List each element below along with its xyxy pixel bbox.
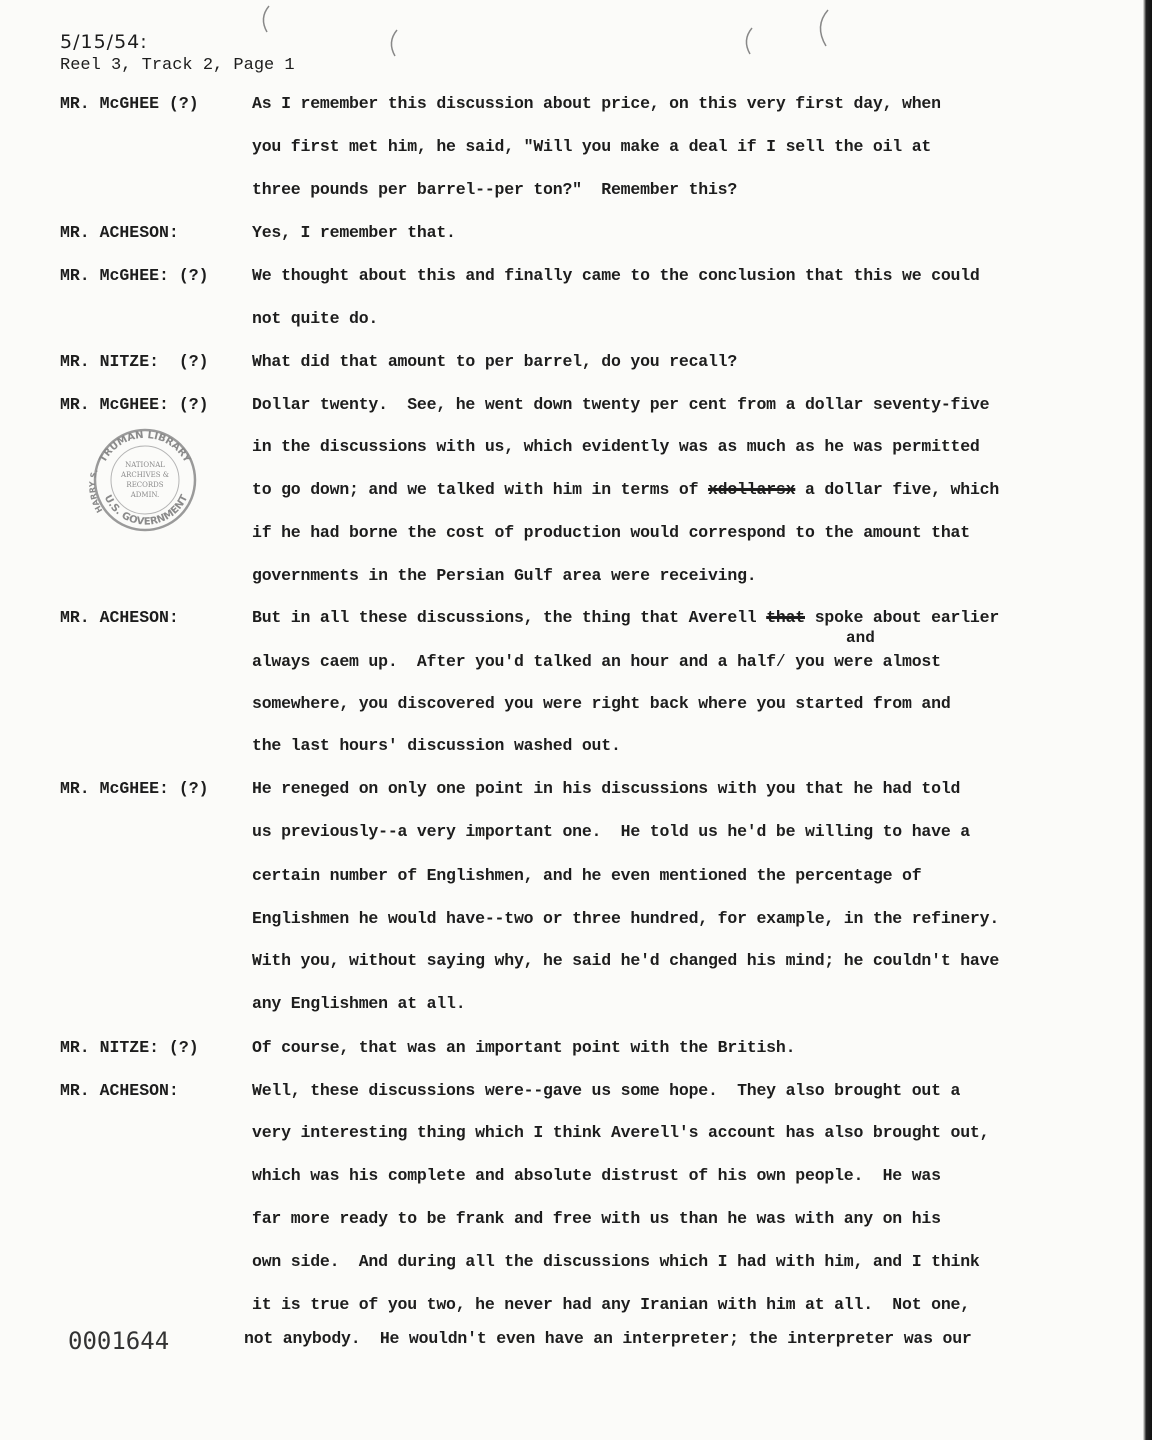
transcript-line: us previously--a very important one. He told us he'd be willing to have a: [252, 822, 970, 841]
transcript-line: in the discussions with us, which evidently was as much as he was permitted: [252, 437, 980, 456]
speaker-label: MR. NITZE: (?): [60, 1038, 199, 1057]
transcript-line: What did that amount to per barrel, do you recall?: [252, 352, 738, 371]
transcript-line: As I remember this discussion about price, on this very first day, when: [252, 94, 941, 113]
transcript-line: With you, without saying why, he said he'd changed his mind; he couldn't have: [252, 951, 1000, 970]
transcript-line: if he had borne the cost of production would correspond to the amount that: [252, 523, 970, 542]
transcript-date: 5/15/54:: [60, 31, 148, 53]
caret-mark: /: [775, 652, 786, 671]
transcript-line: which was his complete and absolute distrust of his own people. He was: [252, 1166, 941, 1185]
transcript-line: Yes, I remember that.: [252, 223, 456, 242]
speaker-label: MR. ACHESON:: [60, 223, 179, 242]
stamp-left-text: HARRY S.: [87, 467, 105, 515]
line-text: you were almost: [785, 652, 941, 671]
transcript-line: the last hours' discussion washed out.: [252, 736, 621, 755]
transcript-line: [252, 480, 999, 499]
line-text: to go down; and we talked with him in terms of: [252, 480, 699, 499]
transcript-line: very interesting thing which I think Averell's account has also brought out,: [252, 1123, 990, 1142]
struck-text: that: [766, 608, 805, 627]
transcript-line: certain number of Englishmen, and he even mentioned the percentage of: [252, 866, 922, 885]
struck-text: xdollarsx: [707, 480, 796, 499]
stamp-bottom-text: U.S. GOVERNMENT: [101, 493, 191, 528]
transcript-line: Of course, that was an important point with the British.: [252, 1038, 796, 1057]
stamp-center-line: RECORDS: [126, 481, 164, 489]
transcript-line: Well, these discussions were--gave us some hope. They also brought out a: [252, 1081, 961, 1100]
transcript-line: own side. And during all the discussions which I had with him, and I think: [252, 1252, 980, 1271]
line-text: a dollar five, which: [795, 480, 1000, 499]
reel-track-page: Reel 3, Track 2, Page 1: [60, 56, 295, 75]
transcript-line: Englishmen he would have--two or three hundred, for example, in the refinery.: [252, 909, 1000, 928]
transcript-line: Dollar twenty. See, he went down twenty per cent from a dollar seventy-five: [252, 395, 990, 414]
paper-mark: [383, 28, 403, 58]
transcript-line: [252, 652, 941, 671]
archive-page-number: 0001644: [68, 1327, 170, 1355]
speaker-label: MR. McGHEE: (?): [60, 779, 209, 798]
line-text: spoke about earlier: [805, 608, 1000, 627]
page-edge-shadow: [1143, 0, 1152, 1440]
line-text: always caem up. After you'd talked an hour and a half: [252, 652, 776, 671]
handwritten-insert: and: [846, 629, 875, 647]
paper-mark: [738, 26, 758, 56]
transcript-line: you first met him, he said, "Will you make a deal if I sell the oil at: [252, 137, 932, 156]
stamp-center-line: NATIONAL: [125, 461, 165, 469]
transcript-line: any Englishmen at all.: [252, 994, 466, 1013]
transcript-line: We thought about this and finally came to the conclusion that this we could: [252, 266, 980, 285]
transcript-line: it is true of you two, he never had any Iranian with him at all. Not one,: [252, 1295, 970, 1314]
speaker-label: MR. McGHEE: (?): [60, 395, 209, 414]
speaker-label: MR. McGHEE: (?): [60, 266, 209, 285]
transcript-line: [252, 608, 999, 627]
transcript-line: He reneged on only one point in his discussions with you that he had told: [252, 779, 961, 798]
speaker-label: MR. McGHEE (?): [60, 94, 199, 113]
transcript-line: somewhere, you discovered you were right back where you started from and: [252, 694, 951, 713]
transcript-line: governments in the Persian Gulf area were receiving.: [252, 566, 757, 585]
transcript-line: far more ready to be frank and free with us than he was with any on his: [252, 1209, 941, 1228]
archive-stamp: [86, 425, 204, 535]
speaker-label: MR. NITZE: (?): [60, 352, 209, 371]
stamp-top-text: TRUMAN LIBRARY: [97, 429, 193, 465]
transcript-line: not quite do.: [252, 309, 379, 328]
transcript-line: not anybody. He wouldn't even have an interpreter; the interpreter was our: [244, 1329, 972, 1348]
stamp-center-line: ADMIN.: [130, 491, 160, 499]
transcript-line: three pounds per barrel--per ton?" Remember this?: [252, 180, 738, 199]
speaker-label: MR. ACHESON:: [60, 1081, 179, 1100]
line-text: But in all these discussions, the thing that Averell: [252, 608, 757, 627]
speaker-label: MR. ACHESON:: [60, 608, 179, 627]
stamp-center-line: ARCHIVES &: [121, 471, 169, 479]
paper-mark: [810, 8, 834, 48]
document-header: [60, 30, 295, 78]
